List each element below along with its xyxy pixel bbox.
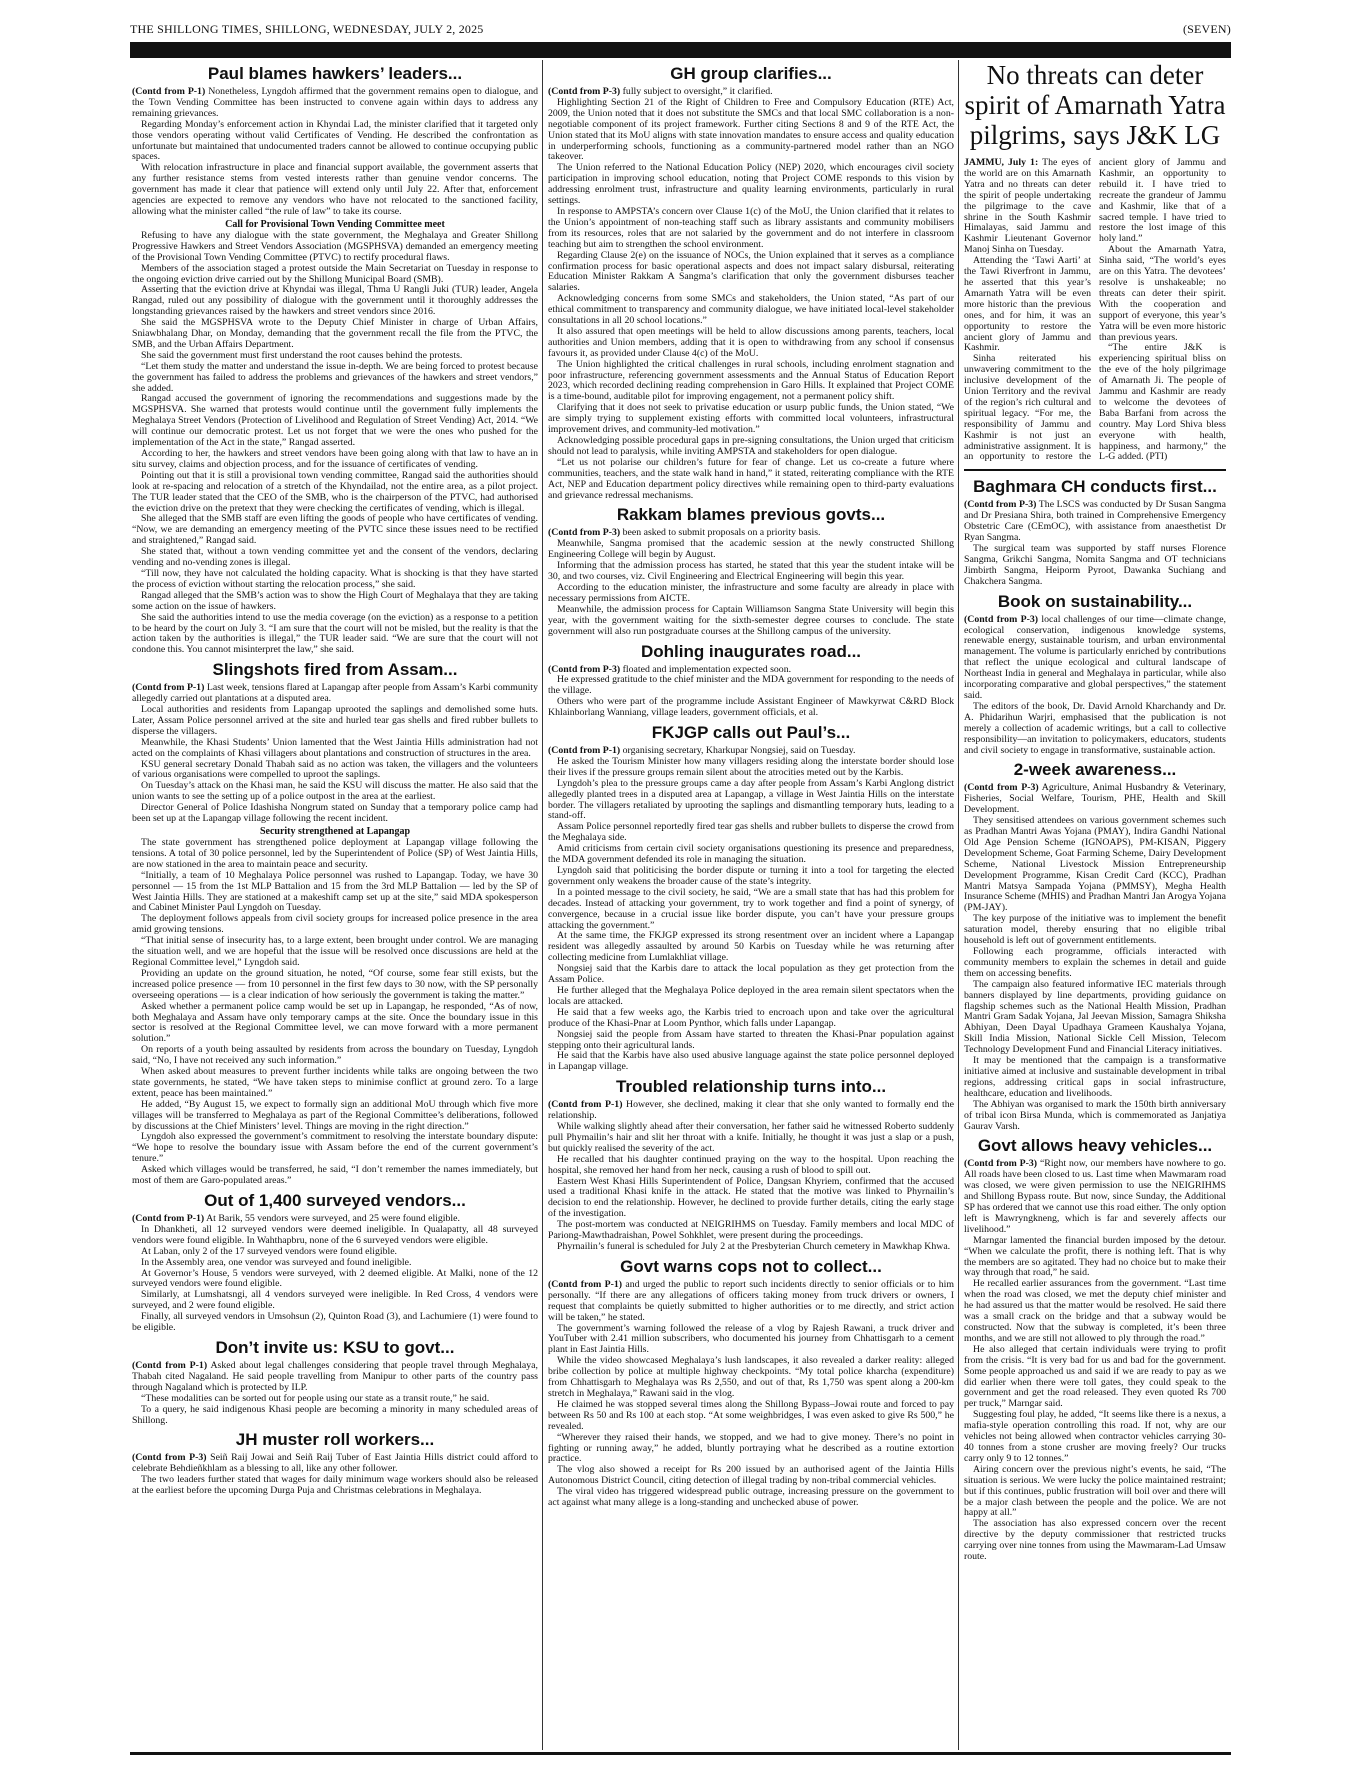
paragraph: Regarding Monday’s enforcement action in Khyndai Lad, the minister clarified that it targeted only those vendors operating without valid Certificates of Vending. He described the confrontation as unfortunate but maintained that undocumented traders cannot be allowed to continue occupying public spaces. [132, 118, 538, 163]
paragraph: “The entire J&K is experiencing spiritual bliss on the eve of the holy pilgrimage of Amarnath Ji. The people of Jammu and Kashmir are ready to welcome the devotees of Baba Barfani from across the country. May Lord Shiva bless everyone with health, happiness, and harmony,” the L-G added. (PTI) [1099, 342, 1226, 463]
paragraph: Airing concern over the previous night’s events, he said, “The situation is serious. We were lucky the police maintained restraint; but if this continues, public frustration will boil over and there will be a major clash between the people and the police. We are not happy at all.” [964, 1463, 1226, 1519]
story-slingshots [132, 660, 538, 1187]
paragraph: Clarifying that it does not seek to privatise education or usurp public funds, the Union stated, “We are simply trying to supplement existing efforts with committed local volunteers, infrastructural improvement drives, and community-led motivation.” [548, 402, 954, 436]
paragraph: The viral video has triggered widespread public outrage, increasing pressure on the government to act against what many allege is a long-standing and unchecked abuse of power. [548, 1486, 954, 1509]
paragraph: (Contd from P-1) organising secretary, Kharkupar Nongsiej, said on Tuesday. [548, 745, 856, 757]
paragraph: She stated that, without a town vending committee yet and the consent of the vendors, declaring vending and no-vending zones is illegal. [132, 546, 538, 569]
story-paul-blames [132, 64, 538, 656]
paragraph: Highlighting Section 21 of the Right of Children to Free and Compulsory Education (RTE) Act, 2009, the Union noted that it does not substitute the SMCs and that local SMC collaboration is a non-negotiable component of its project framework. Further citing Sections 8 and 9 of the RTE Act, the Union stated that its MoU aligns with state innovation mandates to ensure access and quality education in underperforming schools, functioning as a community-partnered model rather than an NGO takeover. [548, 96, 954, 163]
column-middle [548, 60, 954, 1513]
story-heavy-vehicles [964, 1136, 1226, 1563]
paragraph: (Contd from P-1) However, she declined, making it clear that she only wanted to formally end the relationship. [548, 1099, 954, 1122]
paragraph: Lyngdoh also expressed the government’s commitment to resolving the interstate boundary dispute: “We hope to resolve the boundary issue with Assam before the end of the current government’s tenure.” [132, 1131, 538, 1165]
paragraph: At Governor’s House, 5 vendors were surveyed, with 2 deemed eligible. At Malki, none of the 12 surveyed vendors were found eligible. [132, 1267, 538, 1290]
paragraph: Asserting that the eviction drive at Khyndai was illegal, Thma U Rangli Juki (TUR) leader, Angela Rangad, ruled out any possibility of dialogue with the government until it thoroughly addresses the longstanding grievances raised by the hawkers and street vendors since 2016. [132, 284, 538, 318]
paragraph: In the Assembly area, one vendor was surveyed and found ineligible. [141, 1256, 412, 1268]
paragraph: “Let us not polarise our children’s future for fear of change. Let us co-create a future where communities, teachers, and the state walk hand in hand,” it stated, reiterating compliance with the RTE Act, NEP and Education department policy directives while remaining open to third-party evaluations and grievance redressal mechanisms. [548, 456, 954, 501]
paragraph: Eastern West Khasi Hills Superintendent of Police, Dangsan Khyriem, confirmed that the accused used a traditional Khasi knife in the attack. He stated that the motive was linked to Phyrnailin’s decision to end the relationship. However, he declined to provide further details, citing the early stage of the investigation. [548, 1175, 954, 1220]
paragraph: At the same time, the FKJGP expressed its strong resentment over an incident where a Lapangap resident was allegedly assaulted by around 50 Karbis on Tuesday while he was returning after collecting medicine from Lumlakhliat village. [548, 930, 954, 964]
paragraph: “These modalities can be sorted out for people using our state as a transit route,” he said. [141, 1392, 490, 1404]
headline: JH muster roll workers... [235, 1430, 435, 1450]
paragraph: They sensitised attendees on various government schemes such as Pradhan Mantri Awas Yojana (PMAY), Indira Gandhi National Old Age Pension Scheme (IGNOAPS), PM-KISAN, Piggery Development Scheme, Goat Farming Scheme, Dairy Development Scheme, National Livestock Mission Entrepreneurship Development Programme, Kisan Credit Card (KCC), Pradhan Mantri Matsya Sampada Yojana (PMMSY), Megha Health Insurance Scheme (MHIS) and Pradhan Mantri Jan Arogya Yojana (PM-JAY). [964, 815, 1226, 914]
paragraph: The Abhiyan was organised to mark the 150th birth anniversary of tribal icon Birsa Munda, which is commemorated as Janjatiya Gaurav Varsh. [964, 1098, 1226, 1132]
paragraph: He recalled that his daughter continued praying on the way to the hospital. Upon reaching the hospital, she removed her hand from her neck, causing a rush of blood to spill out. [548, 1153, 954, 1176]
headline: Rakkam blames previous govts... [616, 505, 886, 525]
paragraph: (Contd from P-3) local challenges of our time—climate change, ecological conservation, indigenous knowledge systems, renewable energy, sustainable tourism, and urban environmental management. The volume is particularly enriched by contributions that reflect the unique ecological and cultural landscape of Northeast India in general and Meghalaya in particular, while also incorporating comparative and global perspectives,” the statement said. [964, 613, 1226, 701]
story-dohling [548, 642, 954, 720]
folio-page-number: (SEVEN) [1182, 22, 1231, 36]
paragraph: Sinha reiterated his unwavering commitment to the inclusive development of the Union Territory and the revival of the region’s rich cultural and spiritual legacy. “For me, the responsibility of Jammu and Kashmir is not just an administrative assignment. It is an opportunity to restore the ancient glory of Jammu and Kashmir, an opportunity to rebuild it. I have tried to recreate the grandeur of Jammu and Kashmir, like that of a sacred temple. I have tried to restore the lost image of this holy land.” [964, 157, 1226, 463]
story-book-sustainability [964, 592, 1226, 757]
paragraph: Providing an update on the ground situation, he noted, “Of course, some fear still exists, but the increased police presence — from 10 personnel in the first few days to 30 now, with the SP personally overseeing operations — is a clear indication of how seriously the government is taking the matter.” [132, 967, 538, 1001]
headline: Don’t invite us: KSU to govt... [215, 1337, 455, 1357]
paragraph: In Dhankheti, all 12 surveyed vendors were deemed ineligible. In Qualapatty, all 48 surveyed vendors were found eligible. In Wahthapbru, none of the 6 surveyed vendors were eligible. [132, 1223, 538, 1246]
paragraph: It also assured that open meetings will be held to allow discussions among parents, teachers, local authorities and Union members, adding that it is open to withdrawing from any school if consensus favours it, as provided under Clause 4(c) of the MoU. [548, 325, 954, 359]
page-folio [130, 22, 1231, 38]
paragraph: She said the authorities intend to use the media coverage (on the eviction) as a response to a petition to be heard by the court on July 3. “I am sure that the court will not be misled, but the reality is that the action taken by the authorities is illegal,” the TUR leader said. “We are sure that the court will not condone this. You cannot misinterpret the law,” she said. [132, 611, 538, 656]
headline: Govt warns cops not to collect... [620, 1256, 882, 1276]
headline: 2-week awareness... [1013, 760, 1177, 780]
paragraph: On reports of a youth being assaulted by residents from across the boundary on Tuesday, Lyngdoh said, “No, I have not received any such information.” [132, 1044, 538, 1067]
paragraph: “Let them study the matter and understand the issue in-depth. We are being forced to protest because the government has failed to address the problems and grievances of the hawkers and street vendors,” she added. [132, 360, 538, 394]
paragraph: “Initially, a team of 10 Meghalaya Police personnel was rushed to Lapangap. Today, we have 30 personnel — 15 from the 1st MLP Battalion and 15 from the 3rd MLP Battalion — led by the SP of West Jaintia Hills. They are stationed at a makeshift camp set up at the site,” said MDA spokesperson and Cabinet Minister Paul Lyngdoh on Tuesday. [132, 869, 538, 914]
bottom-rule [130, 1752, 1231, 1755]
paragraph: Acknowledging concerns from some SMCs and stakeholders, the Union stated, “As part of our ethical commitment to transparency and community dialogue, we have initiated local-level stakeholder consultations in all 20 school locations.” [548, 293, 954, 327]
paragraph: Asked whether a permanent police camp would be set up in Lapangap, he responded, “As of now, both Meghalaya and Assam have only temporary camps at the site. Once the boundary issue in this sector is resolved at the Regional Committee level, we can move forward with a more permanent solution.” [132, 1000, 538, 1045]
paragraph: Informing that the admission process has started, he stated that this year the student intake will be 30, and two courses, viz. Civil Engineering and Electrical Engineering will begin this year. [548, 560, 954, 583]
paragraph: Assam Police personnel reportedly fired tear gas shells and rubber bullets to disperse the crowd from the Meghalaya side. [548, 821, 954, 844]
paragraph: In a pointed message to the civil society, he said, “We are a small state that has had this problem for decades. Instead of attacking your government, try to work together and find a point of synergy, of convergence, because in a crucial issue like border dispute, you can’t have your pressure groups attacking the government.” [548, 886, 954, 931]
paragraph: At Laban, only 2 of the 17 surveyed vendors were found eligible. [141, 1245, 398, 1257]
paragraph: Lyngdoh’s plea to the pressure groups came a day after people from Assam’s Karbi Anglong district allegedly planted trees in a disputed area at Lapangap, a village in West Jaintia Hills on the interstate border. The villagers retaliated by uprooting the saplings and dismantling temporary huts, leading to a stand-off. [548, 777, 954, 822]
headline: Troubled relationship turns into... [615, 1077, 887, 1097]
paragraph: Acknowledging possible procedural gaps in pre-signing consultations, the Union urged that criticism should not lead to paralysis, while inviting AMPSTA and stakeholders for open dialogue. [548, 435, 954, 457]
paragraph: Others who were part of the programme include Assistant Engineer of Mawkyrwat C&RD Block Khlainborlang Wanniang, village leaders, government officials, et al. [548, 696, 954, 719]
paragraph: He added, “By August 15, we expect to formally sign an additional MoU through which five more villages will be transferred to Meghalaya as part of the Regional Committee’s deliberations, followed by discussions at the Chief Ministers’ level. Things are moving in the right direction.” [132, 1098, 538, 1132]
paragraph: (Contd from P-3) fully subject to oversight,” it clarified. [548, 86, 773, 97]
paragraph: He further alleged that the Meghalaya Police deployed in the area remain silent spectators when the locals are attacked. [548, 984, 954, 1007]
paragraph: The editors of the book, Dr. David Arnold Kharchandy and Dr. A. Phidarihun Warjri, emphasised that the publication is not merely a collection of academic writings, but a call to collective responsibility—an invitation to policymakers, educators, students and civil society to engage in transformative, sustainable action. [964, 700, 1226, 756]
paragraph: (Contd from P-3) Agriculture, Animal Husbandry & Veterinary, Fisheries, Social Welfare, Tourism, PHE, Health and Skill Development. [964, 782, 1226, 816]
paragraph: KSU general secretary Donald Thabah said as no action was taken, the villagers and the volunteers of various organisations were compelled to uproot the saplings. [132, 758, 538, 781]
paragraph: Following each programme, officials interacted with community members to explain the schemes in detail and guide them on accessing benefits. [964, 946, 1226, 979]
paragraph: JAMMU, July 1: The eyes of the world are on this Amarnath Yatra and no threats can deter the spirit of people undertaking the pilgrimage to the cave shrine in the South Kashmir Himalayas, said Jammu and Kashmir Lieutenant Governor Manoj Sinha on Tuesday. [964, 157, 1091, 256]
story-troubled [548, 1077, 954, 1253]
story-ksu [132, 1338, 538, 1426]
paragraph: Meanwhile, Sangma promised that the academic session at the newly constructed Shillong Engineering College will begin by August. [548, 538, 954, 561]
paragraph: On Tuesday’s attack on the Khasi man, he said the KSU will discuss the matter. He also said that the union wants to see the setting up of a police outpost in the area at the earliest. [132, 780, 538, 803]
paragraph: The vlog also showed a receipt for Rs 200 issued by an authorised agent of the Jaintia Hills Autonomous District Council, citing detection of illegal trading by non-tribal commercial vehicles. [548, 1464, 954, 1487]
paragraph: She said the government must first understand the root causes behind the protests. [141, 349, 463, 361]
paragraph: (Contd from P-3) Seiñ Raij Jowai and Seiñ Raij Tuber of East Jaintia Hills district could afford to celebrate Behdieñkhlam as a blessing to all, like any other follower. [132, 1452, 538, 1475]
paragraph: It may be mentioned that the campaign is a transformative initiative aimed at inclusive and sustainable development in tribal regions, addressing critical gaps in social infrastructure, healthcare, education and livelihoods. [964, 1055, 1226, 1099]
story-rakkam [548, 505, 954, 637]
paragraph: The post-mortem was conducted at NEIGRIHMS on Tuesday. Family members and local MDC of Pariong-Mawthadraishan, Powel Sohkhlet, were present during the proceedings. [548, 1219, 954, 1242]
paragraph: Similarly, at Lumshatsngi, all 4 vendors surveyed were ineligible. In Red Cross, 4 vendors were surveyed, and 2 were found eligible. [132, 1289, 538, 1312]
story-2-week-awareness [964, 760, 1226, 1132]
headline: Slingshots fired from Assam... [212, 660, 458, 680]
story-jh-muster [132, 1430, 538, 1497]
column-left [132, 60, 538, 1501]
story-out-of-vendors [132, 1191, 538, 1334]
paragraph: Members of the association staged a protest outside the Main Secretariat on Tuesday in response to the ongoing eviction drive carried out by the Shillong Municipal Board (SMB). [132, 262, 538, 285]
paragraph: When asked about measures to prevent further incidents while talks are ongoing between the two state governments, he stated, “We have taken steps to minimise conflict at ground zero. To a large extent, peace has been maintained.” [132, 1066, 538, 1099]
paragraph: Regarding Clause 2(e) on the issuance of NOCs, the Union explained that it serves as a compliance confirmation process for basic operational aspects and does not impact salary disbursal, reiterating Education Minister Rakkam A Sangma’s clarification that only the government disburses teacher salaries. [548, 249, 954, 294]
headline: Paul blames hawkers’ leaders... [207, 64, 463, 83]
paragraph: He recalled earlier assurances from the government. “Last time when the road was closed, we met the deputy chief minister and he had assured us that the matter would be resolved. He said there was a small crack on the bridge and that a subway would be constructed. Now that the subway is completed, it’s been three months, and we are still not allowed to ply through the road.” [964, 1278, 1226, 1344]
paragraph: He asked the Tourism Minister how many villagers residing along the interstate border should lose their lives if the pressure groups remain silent about the atrocities meted out by the Karbis. [548, 755, 954, 778]
paragraph: “That initial sense of insecurity has, to a large extent, been brought under control. We are managing the situation well, and we are hopeful that the issue will be resolved once discussions are held at the Regional Committee level,” Lyngdoh said. [132, 935, 538, 968]
paragraph: In response to AMPSTA’s concern over Clause 1(c) of the MoU, the Union clarified that it relates to the Union’s appointment of non-teaching staff such as library assistants and community mobilisers from its resources, roles that are not salaried by the government and do not interfere in classroom teaching but aim to strengthen the school environment. [548, 205, 954, 250]
story-baghmara [964, 477, 1226, 587]
paragraph: Phyrnailin’s funeral is scheduled for July 2 at the Presbyterian Church cemetery in Mawkhap Khwa. [557, 1241, 951, 1252]
paragraph: Local authorities and residents from Lapangap uprooted the saplings and demolished some huts. Later, Assam Police personnel arrived at the site and hurled tear gas shells and fired rubber bullets to disperse the villagers. [132, 704, 538, 737]
paragraph: “Wherever they raised their hands, we stopped, and we had to give money. There’s no point in fighting or running away,” he added, bluntly portraying what he described as a routine extortion practice. [548, 1431, 954, 1465]
paragraph: Rangad accused the government of ignoring the recommendations and suggestions made by the MGSPHSVA. She warned that protests would continue until the government fully implements the Meghalaya Street Vendors (Protection of Livelihood and Regulation of Street Vending) Act, 2014. “We will continue our democratic protest. Let us not forget that we were the ones who pushed for the implementation of the Act in the state,” Rangad asserted. [132, 393, 538, 449]
paragraph: Refusing to have any dialogue with the state government, the Meghalaya and Greater Shillong Progressive Hawkers and Street Vendors Association (MGSPHSVA) demanded an emergency meeting of the Provisional Town Vending Committee (PTVC) to rectify procedural flaws. [132, 229, 538, 263]
paragraph: She alleged that the SMB staff are even lifting the goods of people who have certificates of vending. “Now, we are demanding an emergency meeting of the PVTC since these issues need to be rectified and straightened,” Rangad said. [132, 513, 538, 547]
paragraph: Amid criticisms from certain civil society organisations questioning its presence and preparedness, the MDA government defended its role in managing the situation. [548, 843, 954, 866]
paragraph: (Contd from P-1) At Barik, 55 vendors were surveyed, and 25 were found eligible. [132, 1213, 460, 1224]
paragraph: The association has also expressed concern over the recent directive by the deputy commissioner that restricted trucks carrying over nine tonnes from using the Mawmaram-Lad Umsaw route. [964, 1518, 1226, 1563]
paragraph: (Contd from P-1) and urged the public to report such incidents directly to senior officials or to him personally. “If there are any allegations of officers taking money from truck drivers or owners, I request that complaints be quietly submitted to higher authorities or to me directly, and strict action will be taken,” he stated. [548, 1278, 954, 1323]
paragraph: Asked which villages would be transferred, he said, “I don’t remember the names immediately, but most of them are Garo-populated areas.” [132, 1164, 538, 1187]
paragraph: Marngar lamented the financial burden imposed by the detour. “When we calculate the profit, there is nothing left. That is why the members are so agitated. They had no choice but to make their way through that road,” he said. [964, 1234, 1226, 1279]
paragraph: He expressed gratitude to the chief minister and the MDA government for responding to the needs of the village. [548, 674, 954, 697]
folio-masthead: THE SHILLONG TIMES, SHILLONG, WEDNESDAY, JULY 2, 2025 [130, 22, 484, 36]
paragraph: According to the education minister, the infrastructure and some faculty are already in place with necessary permissions from AICTE. [548, 581, 954, 604]
paragraph: The Union highlighted the critical challenges in rural schools, including enrolment stagnation and poor infrastructure, referencing government assessments and the Annual Status of Education Report 2023, which recorded declining reading comprehension in Garo Hills. It explained that Project COME is a time-bound, auditable pilot for improving engagement, not a permanent policy shift. [548, 358, 954, 403]
paragraph: (Contd from P-3) “Right now, our members have nowhere to go. All roads have been closed to us. Last time when Mawmaram road was closed, we were given permission to use the NEIGRIHMS and Shillong Bypass route. But now, since Sunday, the Additional SP has ordered that we cannot use this road either. The only option left is Mawryngkneng, which is far and severely affects our livelihood.” [964, 1158, 1226, 1235]
paragraph: To a query, he said indigenous Khasi people are becoming a minority in many scheduled areas of Shillong. [132, 1403, 538, 1426]
paragraph: He claimed he was stopped several times along the Shillong Bypass–Jowai route and forced to pay between Rs 50 and Rs 100 at each stop. “At some weighbridges, I was even asked to give Rs 500,” he revealed. [548, 1398, 954, 1432]
paragraph: (Contd from P-1) Last week, tensions flared at Lapangap after people from Assam’s Karbi community allegedly carried out plantations at a disputed area. [132, 682, 538, 705]
headline: Book on sustainability... [997, 591, 1193, 611]
paragraph: Pointing out that it is still a provisional town vending committee, Rangad said the authorities should look at re-spacing and relocation of a stretch of the Khyndailad, not the entire area, as a pilot project. The TUR leader stated that the CEO of the SMB, who is the chairperson of the PTVC, had authorised the eviction drive on the pretext that they were checking the certificates of vending, which is illegal. [132, 469, 538, 514]
paragraph: About the Amarnath Yatra, Sinha said, “The world’s eyes are on this Yatra. The devotees’ resolve is unshakeable; no threats can deter their spirit. With the cooperation and support of everyone, this year’s Yatra will be even more historic than previous years. [1099, 244, 1226, 343]
story-govt-warns-cops [548, 1257, 954, 1509]
paragraph: Rangad alleged that the SMB’s action was to show the High Court of Meghalaya that they are taking some action on the issue of hawkers. [132, 589, 538, 612]
column-rule [958, 60, 959, 1750]
lead-body [964, 158, 1226, 463]
story-amarnath-lead [964, 60, 1226, 471]
paragraph: While the video showcased Meghalaya’s lush landscapes, it also revealed a darker reality: alleged bribe collection by police at multiple highway checkpoints. “My total police kharcha (expenditure) from Chhattisgarh to Meghalaya was Rs 2,550, and out of that, Rs 1,750 was spent along a 200-km stretch in Meghalaya,” Rawani said in the vlog. [548, 1355, 954, 1399]
lead-headline: No threats can deter spirit of Amarnath Yatra pilgrims, says J&K LG [964, 60, 1226, 150]
paragraph: Nongsiej said the people from Assam have started to threaten the Khasi-Pnar population against stepping onto their agricultural lands. [548, 1028, 954, 1051]
paragraph: The state government has strengthened police deployment at Lapangap village following the tensions. A total of 30 police personnel, led by the Superintendent of Police (SP) of West Jaintia Hills, are now stationed in the area to maintain peace and security. [132, 837, 538, 870]
paragraph: Director General of Police Idashisha Nongrum stated on Sunday that a temporary police camp had been set up at the Lapangap village following the recent incident. [132, 802, 538, 825]
headline: Baghmara CH conducts first... [973, 477, 1217, 497]
headline: Out of 1,400 surveyed vendors... [204, 1191, 466, 1210]
paragraph: He said that a few weeks ago, the Karbis tried to encroach upon and take over the agricultural produce of the Khasi-Pnar at Loom Pynthor, which falls under Lapangap. [548, 1006, 954, 1029]
headline: Govt allows heavy vehicles... [977, 1136, 1213, 1156]
paragraph: (Contd from P-3) floated and implementation expected soon. [548, 663, 792, 675]
paragraph: Meanwhile, the Khasi Students’ Union lamented that the West Jaintia Hills administration had not acted on the complaints of Khasi villagers about plantations and construction of structures in the area. [132, 736, 538, 759]
paragraph: Lyngdoh said that politicising the border dispute or turning it into a tool for targeting the elected government only weakens the broader cause of the state’s integrity. [548, 865, 954, 887]
paragraph: He also alleged that certain individuals were trying to profit from the crisis. “It is very bad for us and bad for the government. Some people approached us and said if we are ready to pay as we did earlier when there were toll gates, they could speak to the government and get the road released. They even quoted Rs 700 per truck,” Marngar said. [964, 1343, 1226, 1410]
subheading: Call for Provisional Town Vending Committee meet [225, 218, 445, 230]
column-right [964, 60, 1226, 1567]
paragraph: (Contd from P-3) been asked to submit proposals on a priority basis. [548, 527, 821, 539]
paragraph: (Contd from P-1) Nonetheless, Lyngdoh affirmed that the government remains open to dialogue, and the Town Vending Committee has been instructed to convene again within days to address any remaining grievances. [132, 86, 538, 119]
paragraph: The government’s warning followed the release of a vlog by Rajesh Rawani, a truck driver and YouTuber with 2.41 million subscribers, who documented his journey from Chhattisgarh to a cement plant in East Jaintia Hills. [548, 1322, 954, 1356]
paragraph: Nongsiej said that the Karbis dare to attack the local population as they get protection from the Assam Police. [548, 963, 954, 986]
headline: FKJGP calls out Paul’s... [651, 723, 851, 743]
paragraph: The Union referred to the National Education Policy (NEP) 2020, which encourages civil society participation in improving school education, noting that Project COME responds to this vision by addressing enrolment trust, infrastructure and quality learning environments, particularly in rural settings. [548, 162, 954, 207]
paragraph: The key purpose of the initiative was to implement the benefit saturation model, thereby ensuring that no eligible tribal household is left out of government entitlements. [964, 913, 1226, 947]
paragraph: “Till now, they have not calculated the holding capacity. What is shocking is that they have started the process of eviction without starting the relocation process,” she said. [132, 567, 538, 590]
subheading: Security strengthened at Lapangap [259, 826, 411, 837]
paragraph: Suggesting foul play, he added, “It seems like there is a nexus, a mafia-style operation controlling this road. If not, why are our vehicles not being allowed when contractor vehicles carrying 30-40 tonnes from a stone crusher are moving freely? Our trucks carry only 9 to 12 tonnes.” [964, 1409, 1226, 1464]
column-rule [542, 60, 543, 1750]
paragraph: According to her, the hawkers and street vendors have been going along with that law to have an in situ survey, claims and objection process, and for the issuance of certificates of vending. [132, 448, 538, 470]
paragraph: She said the MGSPHSVA wrote to the Deputy Chief Minister in charge of Urban Affairs, Sniawbhalang Dhar, on Monday, demanding that the government recall the file from the PTVC, the SMB, and the Urban Affairs Department. [132, 317, 538, 350]
story-fkjgp [548, 723, 954, 1073]
paragraph: (Contd from P-3) The LSCS was conducted by Dr Susan Sangma and Dr Presiana Shira, both trained in Comprehensive Emergency Obstetric Care (CEmOC), with assistance from anaesthetist Dr Ryan Sangma. [964, 499, 1226, 544]
paragraph: With relocation infrastructure in place and financial support available, the government asserts that any further resistance stems from vested interests rather than genuine vendor concerns. The government has made it clear that patience will extend only until July 22. After that, enforcement agencies are expected to remove any vendors who have not relocated to the sanctioned facility, allowing what the minister called “the rule of law” to take its course. [132, 162, 538, 217]
paragraph: The surgical team was supported by staff nurses Florence Sangma, Grikchi Sangma, Nomita Sangma and OT technicians Jimbirth Sangma, Heiporm Pyroot, Dawanka Suchiang and Chakchera Sangma. [964, 543, 1226, 587]
story-gh-group [548, 64, 954, 501]
headline: Dohling inaugurates road... [640, 641, 862, 661]
paragraph: Finally, all surveyed vendors in Umsohsun (2), Quinton Road (3), and Lachumiere (1) were found to be eligible. [132, 1311, 538, 1334]
paragraph: The two leaders further stated that wages for daily minimum wage workers should also be released at the earliest before the upcoming Durga Puja and Christmas celebrations in Meghalaya. [132, 1474, 538, 1497]
paragraph: Meanwhile, the admission process for Captain Williamson Sangma State University will begin this year, with the government waiting for the sixth-semester degree courses to conclude. The state government will also run postgraduate courses at the Shillong campus of the university. [548, 603, 954, 637]
paragraph: While walking slightly ahead after their conversation, her father said he witnessed Roberto suddenly pull Phymailin’s hair and slit her throat with a knife. Initially, he thought it was just a slap or a push, but quickly realised the severity of the act. [548, 1121, 954, 1154]
paragraph: The campaign also featured informative IEC materials through banners displayed by line departments, providing guidance on flagship schemes such as the National Health Mission, Pradhan Mantri Gram Sadak Yojana, Jal Jeevan Mission, Samagra Shiksha Abhiyan, Deen Dayal Upadhaya Grameen Kaushalya Yojana, Skill India Mission, National Sickle Cell Mission, Telecom Technology Development Fund and Financial Literacy initiatives. [964, 978, 1226, 1056]
headline: GH group clarifies... [670, 64, 832, 83]
paragraph: The deployment follows appeals from civil society groups for increased police presence in the area amid growing tensions. [132, 913, 538, 936]
paragraph: He said that the Karbis have also used abusive language against the state police personnel deployed in Lapangap village. [548, 1050, 954, 1073]
paragraph: Attending the ‘Tawi Aarti’ at the Tawi Riverfront in Jammu, he asserted that this year’s Amarnath Yatra will be even more historic than the previous ones, and for him, it was an opportunity to restore the ancient glory of Jammu and Kashmir. [964, 255, 1091, 354]
paragraph: (Contd from P-1) Asked about legal challenges considering that people travel through Meghalaya, Thabah cited Nagaland. He said people travelling from Manipur to other parts of the country pass through Nagaland which is protected by ILP. [132, 1359, 538, 1393]
top-rule [130, 42, 1231, 58]
